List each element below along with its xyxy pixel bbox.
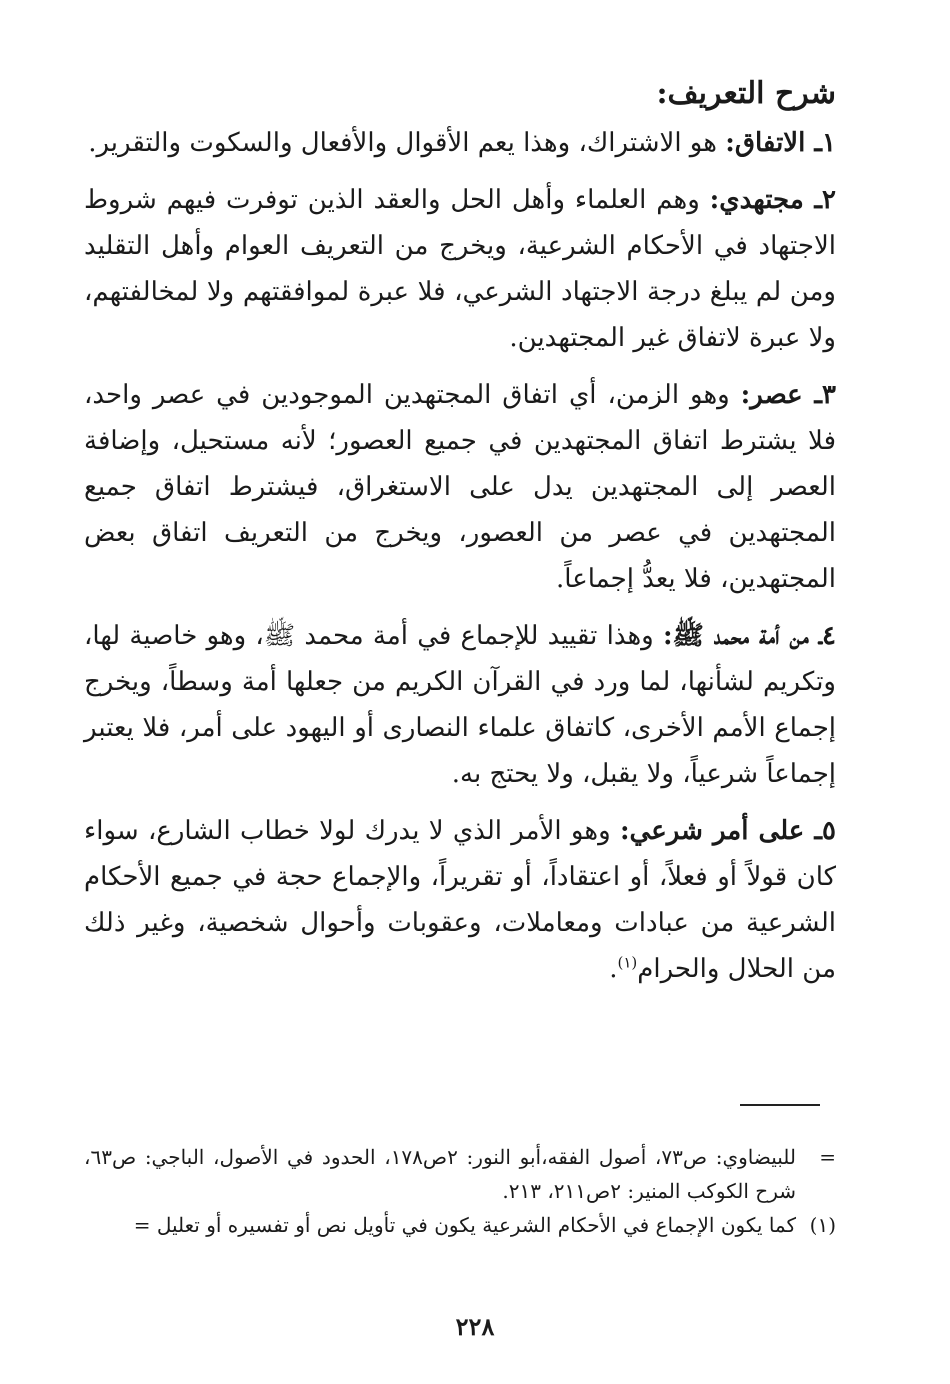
item-text: وهو الزمن، أي اتفاق المجتهدين الموجودين في عصر واحد، فلا يشترط اتفاق المجتهدين في جميع العصور؛ لأنه مستحيل، وإضافة العصر إلى المجتهدين يدل على الاستغراق، فيشترط اتفاق جميع المجتهدين في عصر من العصور، ويخرج من التعريف اتفاق بعض المجتهدين، فلا يعدُّ إجماعاً. xyxy=(84,380,836,594)
page-number: ٢٢٨ xyxy=(455,1312,495,1341)
footnotes xyxy=(84,1140,836,1242)
footnote-1 xyxy=(84,1208,836,1242)
item-term: ٤ـ من أمة محمد ﷺ: xyxy=(662,621,837,651)
page-body xyxy=(84,68,836,1003)
footnote-text: كما يكون الإجماع في الأحكام الشرعية يكون في تأويل نص أو تفسيره أو تعليل = xyxy=(133,1213,796,1237)
item-tail: . xyxy=(609,954,618,984)
footnote-reference: (١) xyxy=(617,953,638,972)
definition-item-4 xyxy=(84,613,836,797)
item-term: ٣ـ عصر: xyxy=(740,380,836,410)
definition-item-2 xyxy=(84,177,836,361)
footnote-separator xyxy=(740,1104,820,1106)
item-term: ٥ـ على أمر شرعي: xyxy=(619,816,836,846)
definition-item-5 xyxy=(84,808,836,992)
item-text: هو الاشتراك، وهذا يعم الأقوال والأفعال والسكوت والتقرير. xyxy=(88,128,726,158)
definition-item-1 xyxy=(84,120,836,166)
footnote-mark: = xyxy=(819,1145,836,1169)
footnote-mark: (١) xyxy=(809,1213,836,1237)
item-text: وهذا تقييد للإجماع في أمة محمد ﷺ، وهو خاصية لها، وتكريم لشأنها، لما ورد في القرآن الكريم من جعلها أمة وسطاً، ويخرج إجماع الأمم الأخرى، كاتفاق علماء النصارى أو اليهود على أمر، فلا يعتبر إجماعاً شرعياً، ولا يقبل، ولا يحتج به. xyxy=(84,621,836,789)
item-term: ٢ـ مجتهدي: xyxy=(709,185,836,215)
section-heading: شرح التعريف: xyxy=(656,76,836,111)
footnote-text: للبيضاوي: ص٧٣، أصول الفقه،أبو النور: ٢ص١٧٨، الحدود في الأصول، الباجي: ص٦٣، شرح الكوكب المنير: ٢ص٢١١، ٢١٣. xyxy=(84,1145,797,1203)
footnote-continuation xyxy=(84,1140,836,1208)
item-text: وهم العلماء وأهل الحل والعقد الذين توفرت فيهم شروط الاجتهاد في الأحكام الشرعية، ويخرج من التعريف العوام وأهل التقليد ومن لم يبلغ درجة الاجتهاد الشرعي، فلا عبرة لموافقتهم ولا لمخالفتهم، ولا عبرة لاتفاق غير المجتهدين. xyxy=(84,185,836,353)
item-text: وهو الأمر الذي لا يدرك لولا خطاب الشارع، سواء كان قولاً أو فعلاً، أو اعتقاداً، أو تقريراً، والإجماع حجة في جميع الأحكام الشرعية من عبادات ومعاملات، وعقوبات وأحوال شخصية، وغير ذلك من الحلال والحرام xyxy=(84,816,836,984)
definition-item-3 xyxy=(84,372,836,602)
item-term: ١ـ الاتفاق: xyxy=(725,128,836,158)
